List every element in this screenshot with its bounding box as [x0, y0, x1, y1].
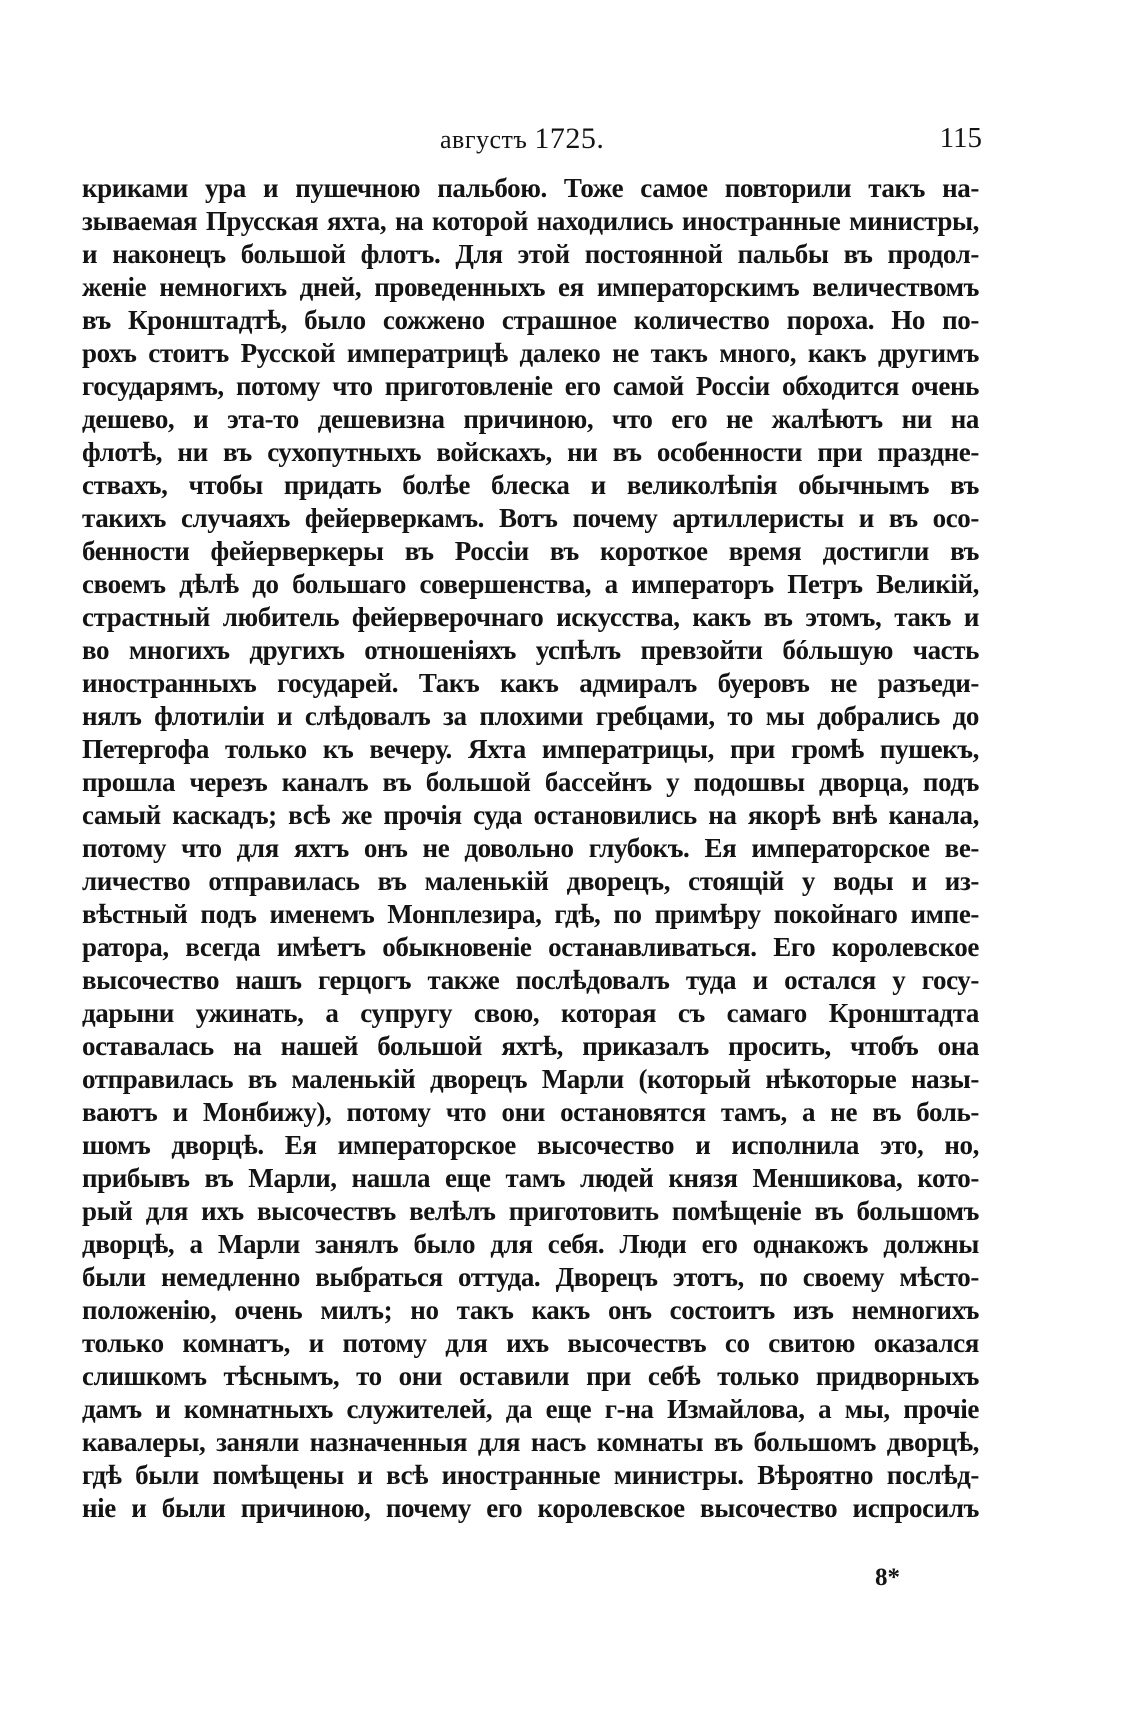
- body-text: [82, 172, 979, 1525]
- text-line: въ Кронштадтѣ, было сожжено страшное количество пороха. Но по-: [82, 305, 979, 335]
- text-line: Петергофа только къ вечеру. Яхта императрицы, при громѣ пушекъ,: [82, 734, 979, 764]
- running-head-month: августъ: [440, 125, 528, 154]
- text-line: своемъ дѣлѣ до большаго совершенства, а императоръ Петръ Великій,: [82, 569, 979, 599]
- text-line: страстный любитель фейерверочнаго искусства, какъ въ этомъ, такъ и: [82, 602, 979, 632]
- text-line: рый для ихъ высочествъ велѣлъ приготовить помѣщеніе въ большомъ: [82, 1196, 979, 1226]
- text-line: слишкомъ тѣснымъ, то они оставили при себѣ только придворныхъ: [82, 1361, 979, 1391]
- text-line: дешево, и эта-то дешевизна причиною, что его не жалѣютъ ни на: [82, 404, 979, 434]
- text-line: вѣстный подъ именемъ Монплезира, гдѣ, по примѣру покойнаго импе-: [82, 899, 979, 929]
- text-line: гдѣ были помѣщены и всѣ иностранные министры. Вѣроятно послѣд-: [82, 1460, 979, 1490]
- text-line: личество отправилась въ маленькій дворецъ, стоящій у воды и из-: [82, 866, 979, 896]
- text-line: положенію, очень милъ; но такъ какъ онъ состоитъ изъ немногихъ: [82, 1295, 979, 1325]
- text-line: зываемая Прусская яхта, на которой находились иностранные министры,: [82, 206, 979, 236]
- text-line: иностранныхъ государей. Такъ какъ адмиралъ буеровъ не разъеди-: [82, 668, 979, 698]
- text-line: прибывъ въ Марли, нашла еще тамъ людей князя Меншикова, кото-: [82, 1163, 979, 1193]
- text-line: флотѣ, ни въ сухопутныхъ войскахъ, ни въ особенности при праздне-: [82, 437, 979, 467]
- text-line: государямъ, потому что приготовленіе его самой Россіи обходится очень: [82, 371, 979, 401]
- text-line: отправилась въ маленькій дворецъ Марли (который нѣкоторые назы-: [82, 1064, 979, 1094]
- text-line: высочество нашъ герцогъ также послѣдовалъ туда и остался у госу-: [82, 965, 979, 995]
- text-line: ваютъ и Монбижу), потому что они остановятся тамъ, а не въ боль-: [82, 1097, 979, 1127]
- text-line: оставалась на нашей большой яхтѣ, приказалъ просить, чтобъ она: [82, 1031, 979, 1061]
- text-line: только комнатъ, и потому для ихъ высочествъ со свитою оказался: [82, 1328, 979, 1358]
- text-line: дамъ и комнатныхъ служителей, да еще г-на Измайлова, а мы, прочіе: [82, 1394, 979, 1424]
- text-line: дворцѣ, а Марли занялъ было для себя. Люди его однакожъ должны: [82, 1229, 979, 1259]
- text-line: во многихъ другихъ отношеніяхъ успѣлъ превзойти бóльшую часть: [82, 635, 979, 665]
- text-line: прошла черезъ каналъ въ большой бассейнъ у подошвы дворца, подъ: [82, 767, 979, 797]
- page-number: 115: [939, 122, 982, 154]
- text-line: такихъ случаяхъ фейерверкамъ. Вотъ почему артиллеристы и въ осо-: [82, 503, 979, 533]
- text-line: ніе и были причиною, почему его королевское высочество испросилъ: [82, 1493, 979, 1523]
- text-line: шомъ дворцѣ. Ея императорское высочество и исполнила это, но,: [82, 1130, 979, 1160]
- running-head: [440, 122, 604, 156]
- text-line: самый каскадъ; всѣ же прочія суда остановились на якорѣ внѣ канала,: [82, 800, 979, 830]
- text-line: кавалеры, заняли назначенныя для насъ комнаты въ большомъ дворцѣ,: [82, 1427, 979, 1457]
- text-line: бенности фейерверкеры въ Россіи въ короткое время достигли въ: [82, 536, 979, 566]
- text-line: нялъ флотиліи и слѣдовалъ за плохими гребцами, то мы добрались до: [82, 701, 979, 731]
- text-line: ратора, всегда имѣетъ обыкновеніе останавливаться. Его королевское: [82, 932, 979, 962]
- text-line: рохъ стоитъ Русской императрицѣ далеко не такъ много, какъ другимъ: [82, 338, 979, 368]
- text-line: потому что для яхтъ онъ не довольно глубокъ. Ея императорское ве-: [82, 833, 979, 863]
- running-head-year: 1725.: [534, 122, 605, 155]
- signature-mark: 8*: [875, 1564, 900, 1591]
- text-line: женіе немногихъ дней, проведенныхъ ея императорскимъ величествомъ: [82, 272, 979, 302]
- text-line: криками ура и пушечною пальбою. Тоже самое повторили такъ на-: [82, 173, 979, 203]
- text-line: были немедленно выбраться оттуда. Дворецъ этотъ, по своему мѣсто-: [82, 1262, 979, 1292]
- text-line: дарыни ужинать, а супругу свою, которая съ самаго Кронштадта: [82, 998, 979, 1028]
- text-line: и наконецъ большой флотъ. Для этой постоянной пальбы въ продол-: [82, 239, 979, 269]
- page-header: [0, 122, 1140, 162]
- text-line: ствахъ, чтобы придать болѣе блеска и великолѣпія обычнымъ въ: [82, 470, 979, 500]
